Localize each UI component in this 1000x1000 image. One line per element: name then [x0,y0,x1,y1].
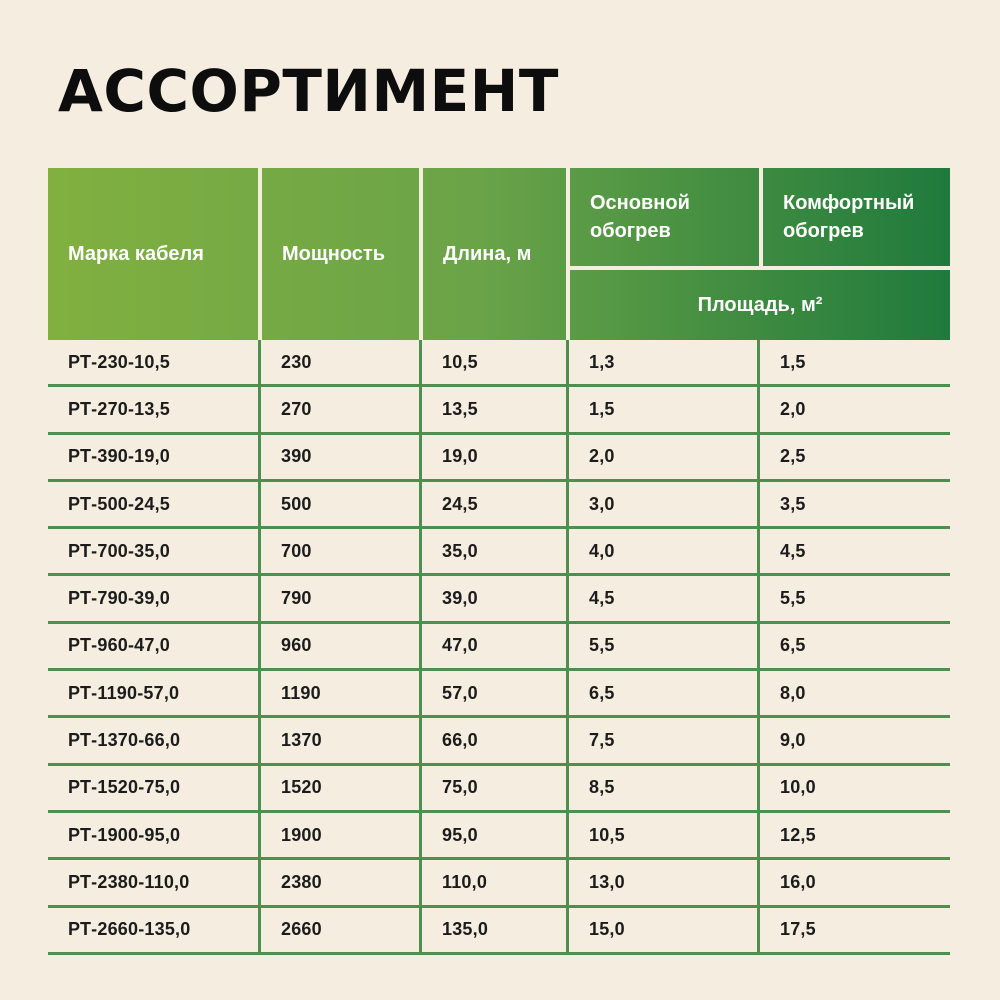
cell-comfort-heating: 3,5 [757,482,950,526]
cell-length: 57,0 [419,671,566,715]
cell-brand: РТ-230-10,5 [68,351,171,372]
table-row [48,435,950,482]
cell-comfort-heating: 4,5 [757,529,950,573]
cell-power: 1370 [258,718,419,762]
table-row [48,624,950,671]
cell-main-heating: 8,5 [566,766,757,810]
page-title: АССОРТИМЕНТ [58,57,559,125]
cell-power: 390 [258,435,419,479]
cell-length: 95,0 [419,813,566,857]
cell-power: 960 [258,624,419,668]
table-header [48,168,950,340]
cell-length: 35,0 [419,529,566,573]
cell-length: 19,0 [419,435,566,479]
cell-length: 47,0 [419,624,566,668]
cell-brand: РТ-1370-66,0 [68,730,181,751]
cell-main-heating: 1,3 [566,340,757,384]
cell-main-heating: 10,5 [566,813,757,857]
cell-power: 230 [258,340,419,384]
cell-comfort-heating: 10,0 [757,766,950,810]
table-body [48,340,950,955]
header-cell-main-heating: Основной обогрев [590,192,690,242]
header-cell-length: Длина, м [419,168,566,340]
cell-length: 24,5 [419,482,566,526]
cell-power: 700 [258,529,419,573]
cell-comfort-heating: 16,0 [757,860,950,904]
cell-length: 66,0 [419,718,566,762]
cell-comfort-heating: 1,5 [757,340,950,384]
header-cell-comfort-heating: Комфортный обогрев [759,168,950,266]
header-heating-row [570,168,950,266]
cell-main-heating: 13,0 [566,860,757,904]
assortment-table [48,168,950,955]
cell-brand: РТ-790-39,0 [68,588,171,609]
cell-comfort-heating: 6,5 [757,624,950,668]
cell-power: 2380 [258,860,419,904]
table-row [48,387,950,434]
cell-comfort-heating: 2,0 [757,387,950,431]
table-row [48,813,950,860]
header-heating-group [566,168,950,340]
table-row [48,482,950,529]
table-row [48,576,950,623]
cell-power: 500 [258,482,419,526]
cell-brand: РТ-2660-135,0 [68,919,191,940]
cell-comfort-heating: 12,5 [757,813,950,857]
cell-brand: РТ-2380-110,0 [68,871,190,892]
cell-brand: РТ-700-35,0 [68,540,171,561]
cell-brand: РТ-390-19,0 [68,446,171,467]
cell-brand: РТ-1520-75,0 [68,777,181,798]
cell-length: 10,5 [419,340,566,384]
header-cell-area-span: Площадь, м² [570,266,950,340]
table-row [48,671,950,718]
cell-length: 135,0 [419,908,566,952]
cell-power: 1900 [258,813,419,857]
cell-main-heating: 6,5 [566,671,757,715]
cell-comfort-heating: 5,5 [757,576,950,620]
cell-power: 2660 [258,908,419,952]
cell-power: 790 [258,576,419,620]
cell-main-heating: 2,0 [566,435,757,479]
cell-main-heating: 4,0 [566,529,757,573]
cell-brand: РТ-270-13,5 [68,398,171,419]
cell-main-heating: 15,0 [566,908,757,952]
cell-brand: РТ-1900-95,0 [68,824,181,845]
cell-comfort-heating: 8,0 [757,671,950,715]
table-row [48,908,950,955]
table-row [48,766,950,813]
cell-main-heating: 3,0 [566,482,757,526]
header-cell-power: Мощность [258,168,419,340]
cell-length: 75,0 [419,766,566,810]
cell-brand: РТ-1190-57,0 [68,682,180,703]
table-row [48,718,950,765]
cell-comfort-heating: 17,5 [757,908,950,952]
cell-brand: РТ-500-24,5 [68,493,171,514]
cell-length: 110,0 [419,860,566,904]
table-row [48,340,950,387]
table-row [48,860,950,907]
cell-power: 1190 [258,671,419,715]
cell-power: 1520 [258,766,419,810]
cell-power: 270 [258,387,419,431]
table-row [48,529,950,576]
cell-main-heating: 1,5 [566,387,757,431]
cell-main-heating: 5,5 [566,624,757,668]
header-cell-brand: Марка кабеля [68,243,204,265]
cell-length: 13,5 [419,387,566,431]
cell-comfort-heating: 2,5 [757,435,950,479]
cell-comfort-heating: 9,0 [757,718,950,762]
cell-main-heating: 4,5 [566,576,757,620]
cell-length: 39,0 [419,576,566,620]
cell-main-heating: 7,5 [566,718,757,762]
cell-brand: РТ-960-47,0 [68,635,171,656]
